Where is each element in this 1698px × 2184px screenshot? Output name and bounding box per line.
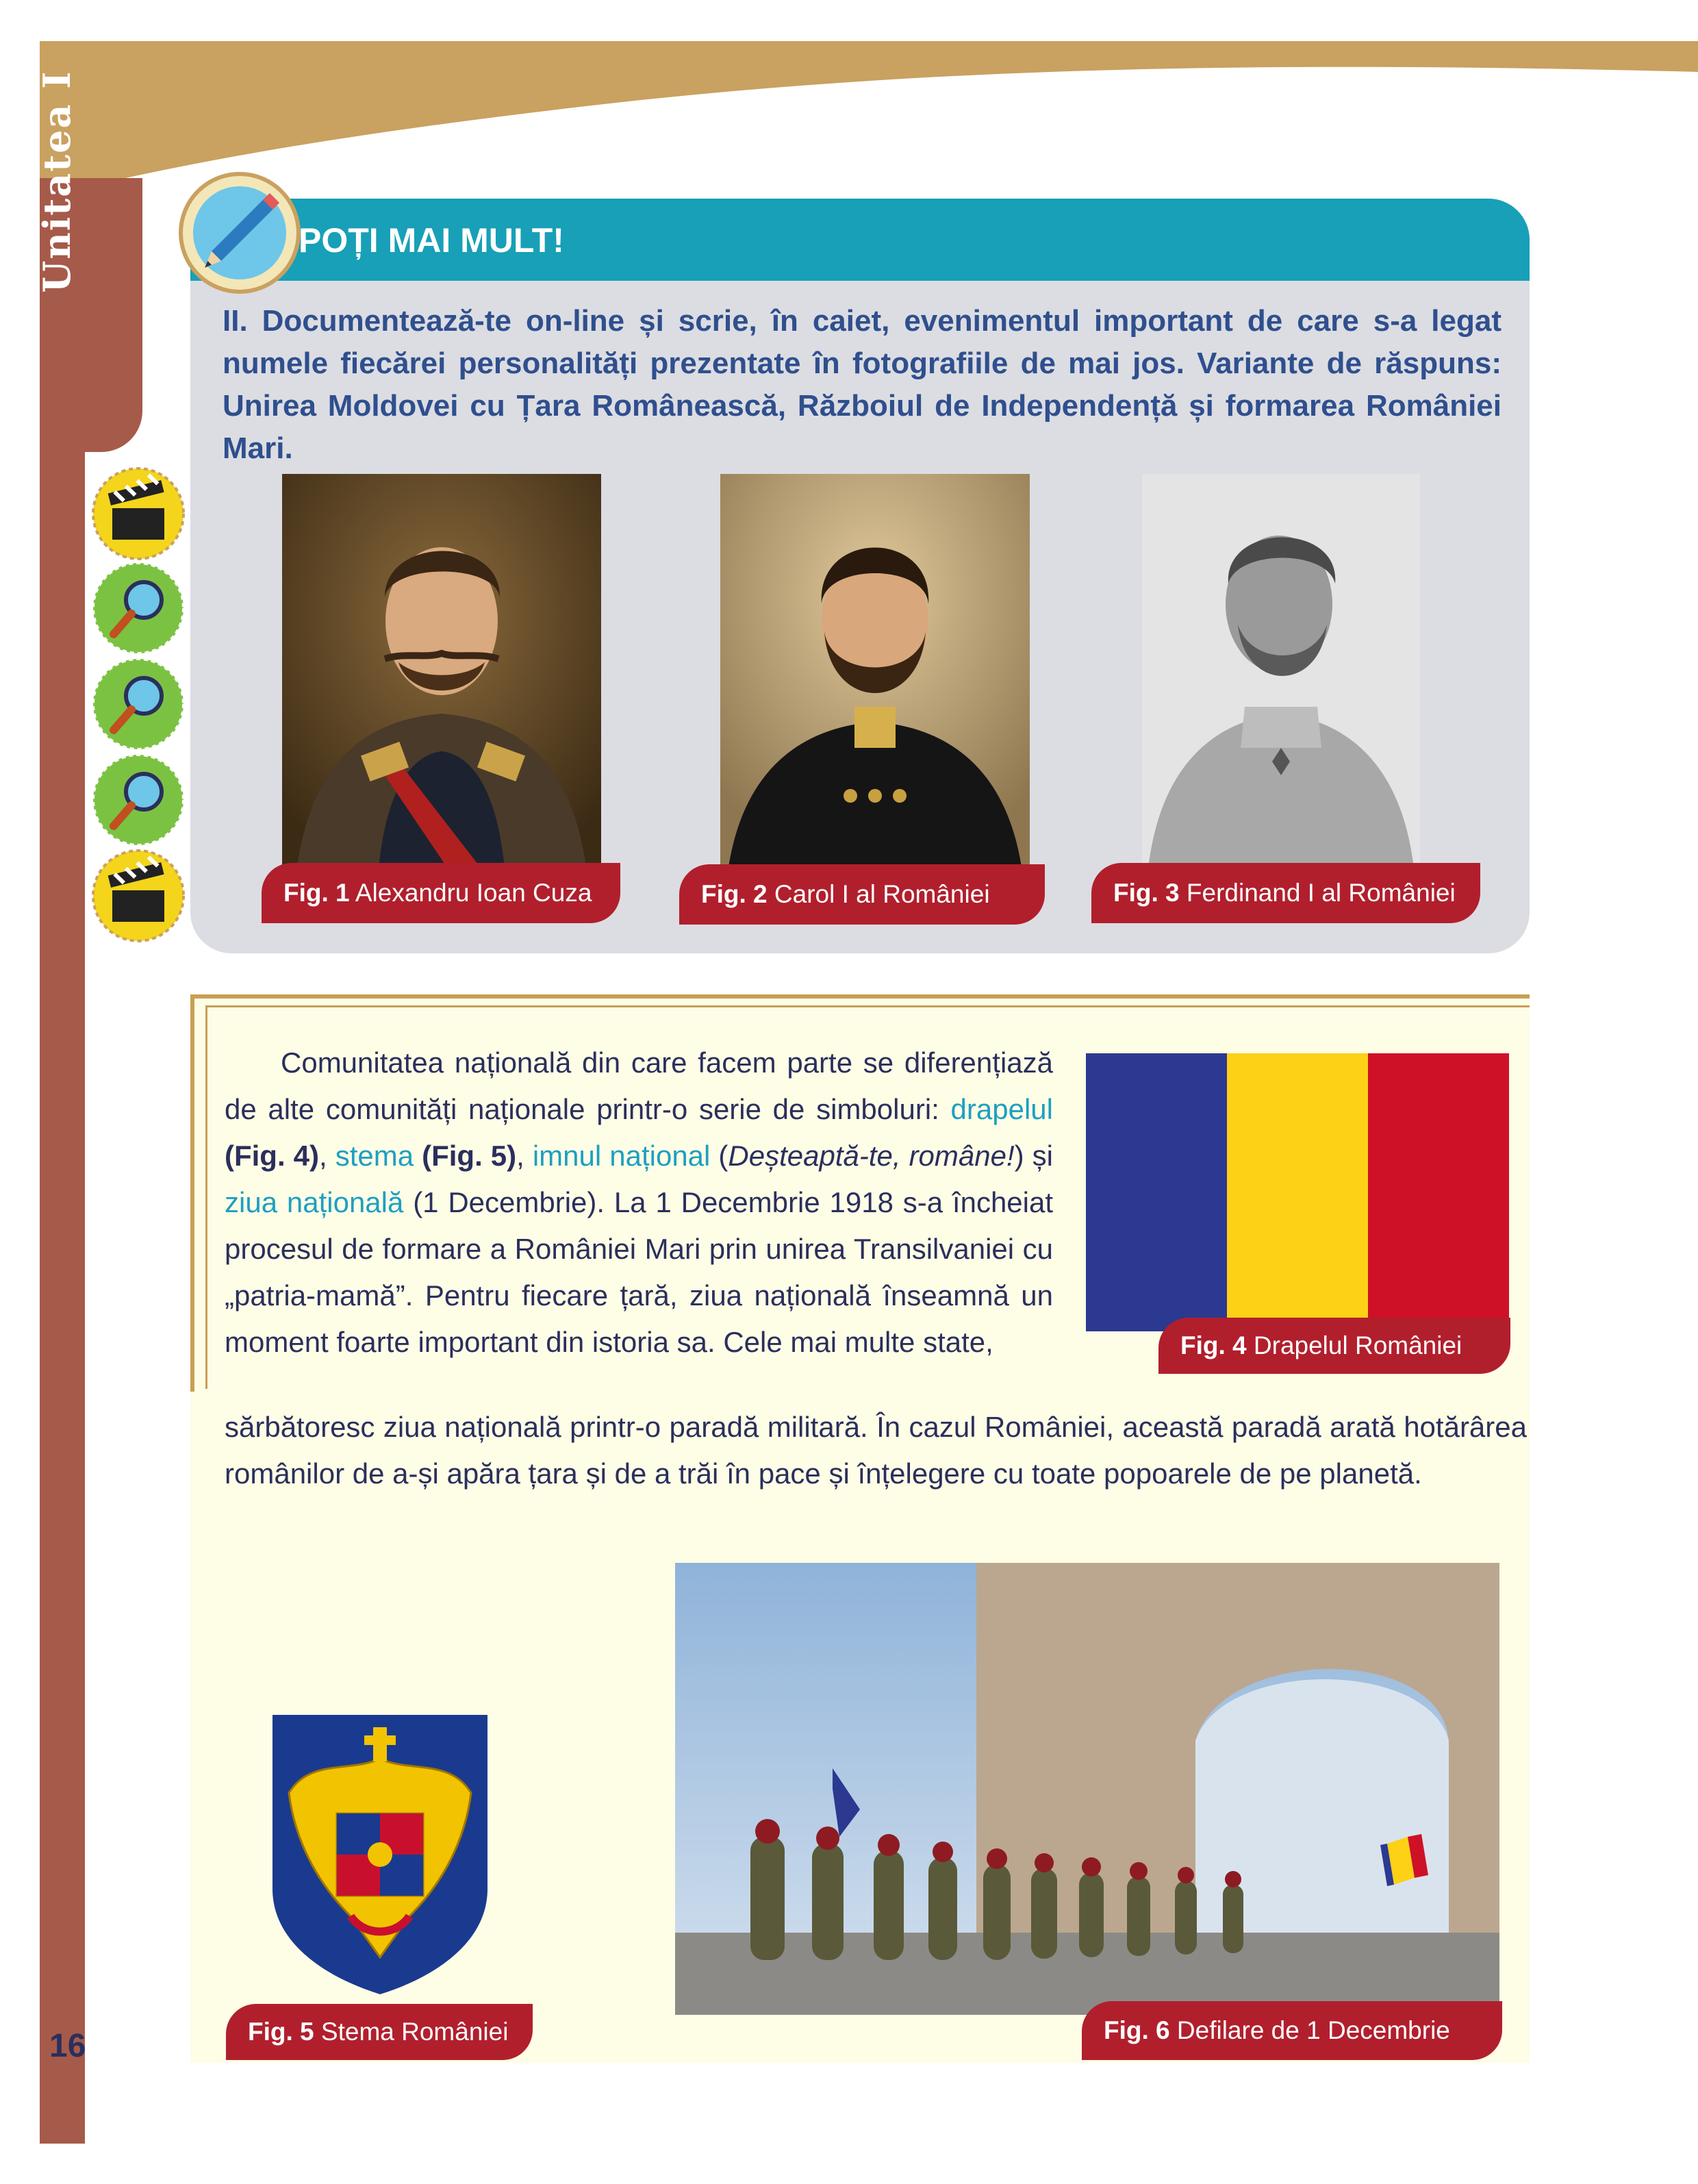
magnifier-icon: [90, 656, 186, 752]
clapperboard-icon: [90, 466, 186, 562]
fig1-caption: Fig. 1 Alexandru Ioan Cuza: [262, 863, 620, 923]
panel-border: [190, 994, 194, 1392]
portrait-ferdinand-image: [1142, 474, 1420, 863]
exercise-text: II. Documentează-te on-line și scrie, în caiet, evenimentul important de care s-a legat numele fiecărei personalități prezentate în fotografiile de mai jos. Variante de răspuns: Unirea Moldovei cu Țara Românească, Războiul de Independență și formarea României Mari.: [223, 304, 1501, 465]
exercise-title: POȚI MAI MULT!: [299, 221, 564, 260]
pencil-icon: [177, 170, 303, 296]
lesson-paragraph-2: sărbătoresc ziua națională printr-o paradă militară. În cazul României, această paradă arată hotărârea românilor de a-și apăra țara și de a trăi în pace și înțelegere cu toate popoarele de pe planetă.: [225, 1411, 1527, 1490]
fig2-caption: Fig. 2 Carol I al României: [679, 864, 1045, 925]
clapperboard-icon: [90, 848, 186, 944]
magnifier-icon: [90, 560, 186, 656]
page-number: 16: [49, 2028, 86, 2064]
unit-label: Unitatea I: [35, 70, 79, 293]
panel-border: [205, 1005, 207, 1389]
portrait-carol-image: [720, 474, 1030, 877]
lesson-paragraph-1: Comunitatea națională din care facem parte se diferențiază de alte comunități naționale printr-o serie de simboluri: drapelul (Fig. 4), stema (Fig. 5), imnul național (Deșteaptă-te, române!) și ziua națională (1 Decembrie). La 1 Decembrie 1918 s-a încheiat procesul de formare a României Mari prin unirea Transilvaniei cu „patria-mamă”. Pentru fiecare țară, ziua națională înseamnă un moment foarte important din istoria sa. Cele mai multe state,: [225, 1046, 1054, 1358]
romanian-flag-image: [1086, 1053, 1509, 1331]
panel-border: [205, 1005, 1530, 1007]
panel-border: [190, 994, 1530, 999]
side-bar: [40, 178, 85, 2144]
magnifier-icon: [90, 752, 186, 848]
fig3-caption: Fig. 3 Ferdinand I al României: [1091, 863, 1480, 923]
fig4-caption: Fig. 4 Drapelul României: [1158, 1318, 1510, 1374]
portrait-cuza-image: [282, 474, 601, 877]
parade-photo-image: [675, 1563, 1499, 2015]
fig5-caption: Fig. 5 Stema României: [226, 2004, 533, 2060]
coat-of-arms-image: [268, 1711, 492, 1997]
fig6-caption: Fig. 6 Defilare de 1 Decembrie: [1082, 2001, 1502, 2060]
